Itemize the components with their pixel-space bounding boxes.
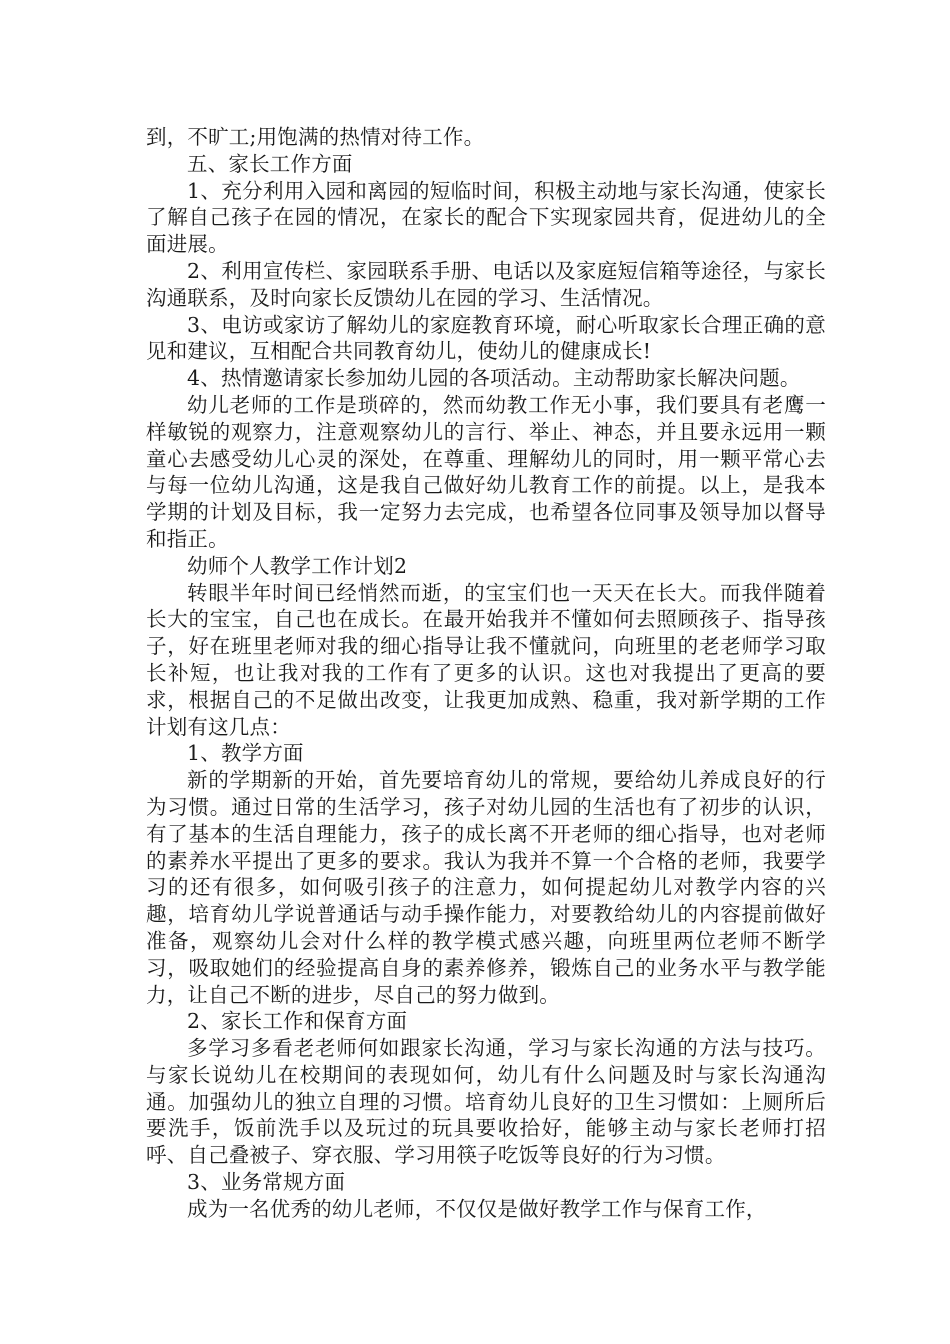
paragraph-intro: 转眼半年时间已经悄然而逝，的宝宝们也一天天在长大。而我伴随着长大的宝宝，自己也在成长。在最开始我并不懂如何去照顾孩子、指导孩子，好在班里老师对我的细心指导让我不懂就问，向班里的老老师学习取长补短，也让我对我的工作有了更多的认识。这也对我提出了更高的要求，根据自己的不足做出改变，让我更加成熟、稳重，我对新学期的工作计划有这几点： [146,580,826,739]
section-heading-routine: 3、业务常规方面 [187,1170,346,1195]
section-heading-parent-care: 2、家长工作和保育方面 [187,1009,408,1034]
paragraph-item-2: 2、利用宣传栏、家园联系手册、电话以及家庭短信箱等途径，与家长沟通联系，及时向家长反馈幼儿在园的学习、生活情况。 [146,258,826,310]
plan-2-title: 幼师个人教学工作计划2 [187,553,408,578]
section-heading-teaching: 1、教学方面 [187,741,304,766]
paragraph-item-4: 4、热情邀请家长参加幼儿园的各项活动。主动帮助家长解决问题。 [187,366,801,391]
paragraph-item-1: 1、充分利用入园和离园的短临时间，积极主动地与家长沟通，使家长了解自己孩子在园的情况，在家长的配合下实现家园共育，促进幼儿的全面进展。 [146,178,826,257]
paragraph-teaching: 新的学期新的开始，首先要培育幼儿的常规，要给幼儿养成良好的行为习惯。通过日常的生活学习，孩子对幼儿园的生活也有了初步的认识，有了基本的生活自理能力，孩子的成长离不开老师的细心指导，也对老师的素养水平提出了更多的要求。我认为我并不算一个合格的老师，我要学习的还有很多，如何吸引孩子的注意力，如何提起幼儿对教学内容的兴趣，培育幼儿学说普通话与动手操作能力，对要教给幼儿的内容提前做好准备，观察幼儿会对什么样的教学模式感兴趣，向班里两位老师不断学习，吸取她们的经验提高自身的素养修养，锻炼自己的业务水平与教学能力，让自己不断的进步，尽自己的努力做到。 [146,768,826,1007]
document-body [146,124,826,1223]
section-heading-parent-work: 五、家长工作方面 [187,151,353,176]
paragraph-parent-care: 多学习多看老老师何如跟家长沟通，学习与家长沟通的方法与技巧。与家长说幼儿在校期间的表现如何，幼儿有什么问题及时与家长沟通沟通。加强幼儿的独立自理的习惯。培育幼儿良好的卫生习惯如：上厕所后要洗手，饭前洗手以及玩过的玩具要收拾好，能够主动与家长老师打招呼、自己叠被子、穿衣服、学习用筷子吃饭等良好的行为习惯。 [146,1036,826,1168]
paragraph-continuation: 到，不旷工;用饱满的热情对待工作。 [146,125,485,149]
paragraph-item-3: 3、电访或家访了解幼儿的家庭教育环境，耐心听取家长合理正确的意见和建议，互相配合共同教育幼儿，使幼儿的健康成长! [146,312,826,364]
paragraph-routine: 成为一名优秀的幼儿老师，不仅仅是做好教学工作与保育工作， [187,1196,767,1221]
paragraph-summary: 幼儿老师的工作是琐碎的，然而幼教工作无小事，我们要具有老鹰一样敏锐的观察力，注意观察幼儿的言行、举止、神态，并且要永远用一颗童心去感受幼儿心灵的深处，在尊重、理解幼儿的同时，用一颗平常心去与每一位幼儿沟通，这是我自己做好幼儿教育工作的前提。以上，是我本学期的计划及目标，我一定努力去完成，也希望各位同事及领导加以督导和指正。 [146,392,826,551]
